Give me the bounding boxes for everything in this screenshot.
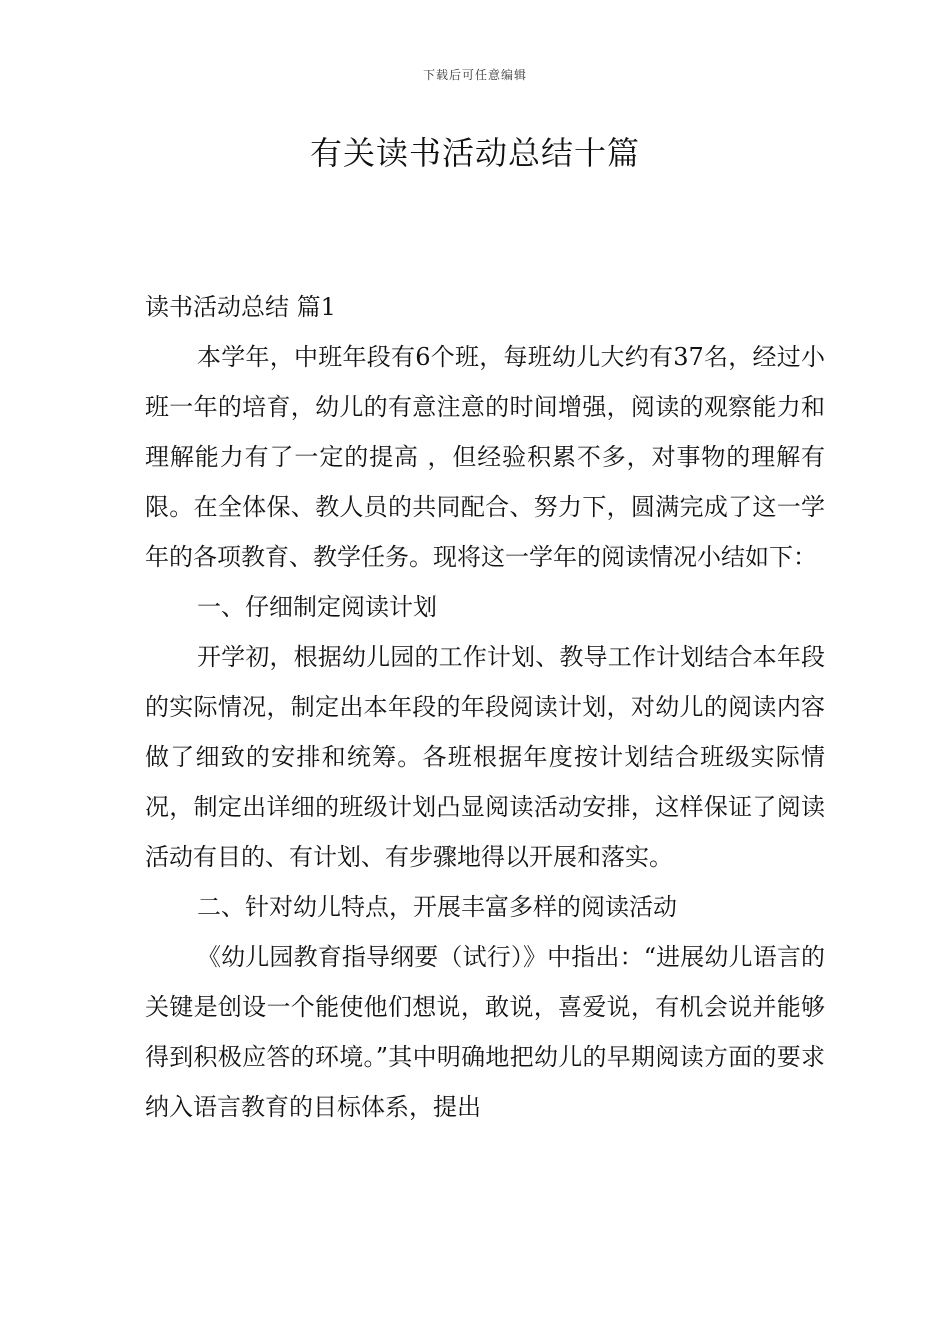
subheading: 一、仔细制定阅读计划: [197, 593, 437, 621]
header-note: 下载后可任意编辑: [422, 68, 527, 82]
paragraph: 本学年，中班年段有6个班，每班幼儿大约有37名，经过小班一年的培育，幼儿的有意注意的时间增强，阅读的观察能力和理解能力有了一定的提高 ，但经验积累不多，对事物的理解有限。在全体保、教人员的共同配合、努力下，圆满完成了这一学年的各项教育、教学任务。现将这一学年的阅读情况小结如下：: [145, 343, 825, 571]
paragraph: 开学初，根据幼儿园的工作计划、教导工作计划结合本年段的实际情况，制定出本年段的年段阅读计划，对幼儿的阅读内容做了细致的安排和统筹。各班根据年度按计划结合班级实际情况，制定出详细的班级计划凸显阅读活动安排，这样保证了阅读活动有目的、有计划、有步骤地得以开展和落实。: [145, 643, 825, 871]
section-heading: 读书活动总结 篇1: [145, 293, 336, 321]
paragraph: 《幼儿园教育指导纲要（试行）》中指出：“进展幼儿语言的关键是创设一个能使他们想说，敢说，喜爱说，有机会说并能够得到积极应答的环境。”其中明确地把幼儿的早期阅读方面的要求纳入语言教育的目标体系，提出: [145, 943, 825, 1121]
document-body: [145, 282, 825, 1132]
subheading: 二、针对幼儿特点，开展丰富多样的阅读活动: [197, 893, 677, 921]
document-title: 有关读书活动总结十篇: [309, 134, 640, 172]
